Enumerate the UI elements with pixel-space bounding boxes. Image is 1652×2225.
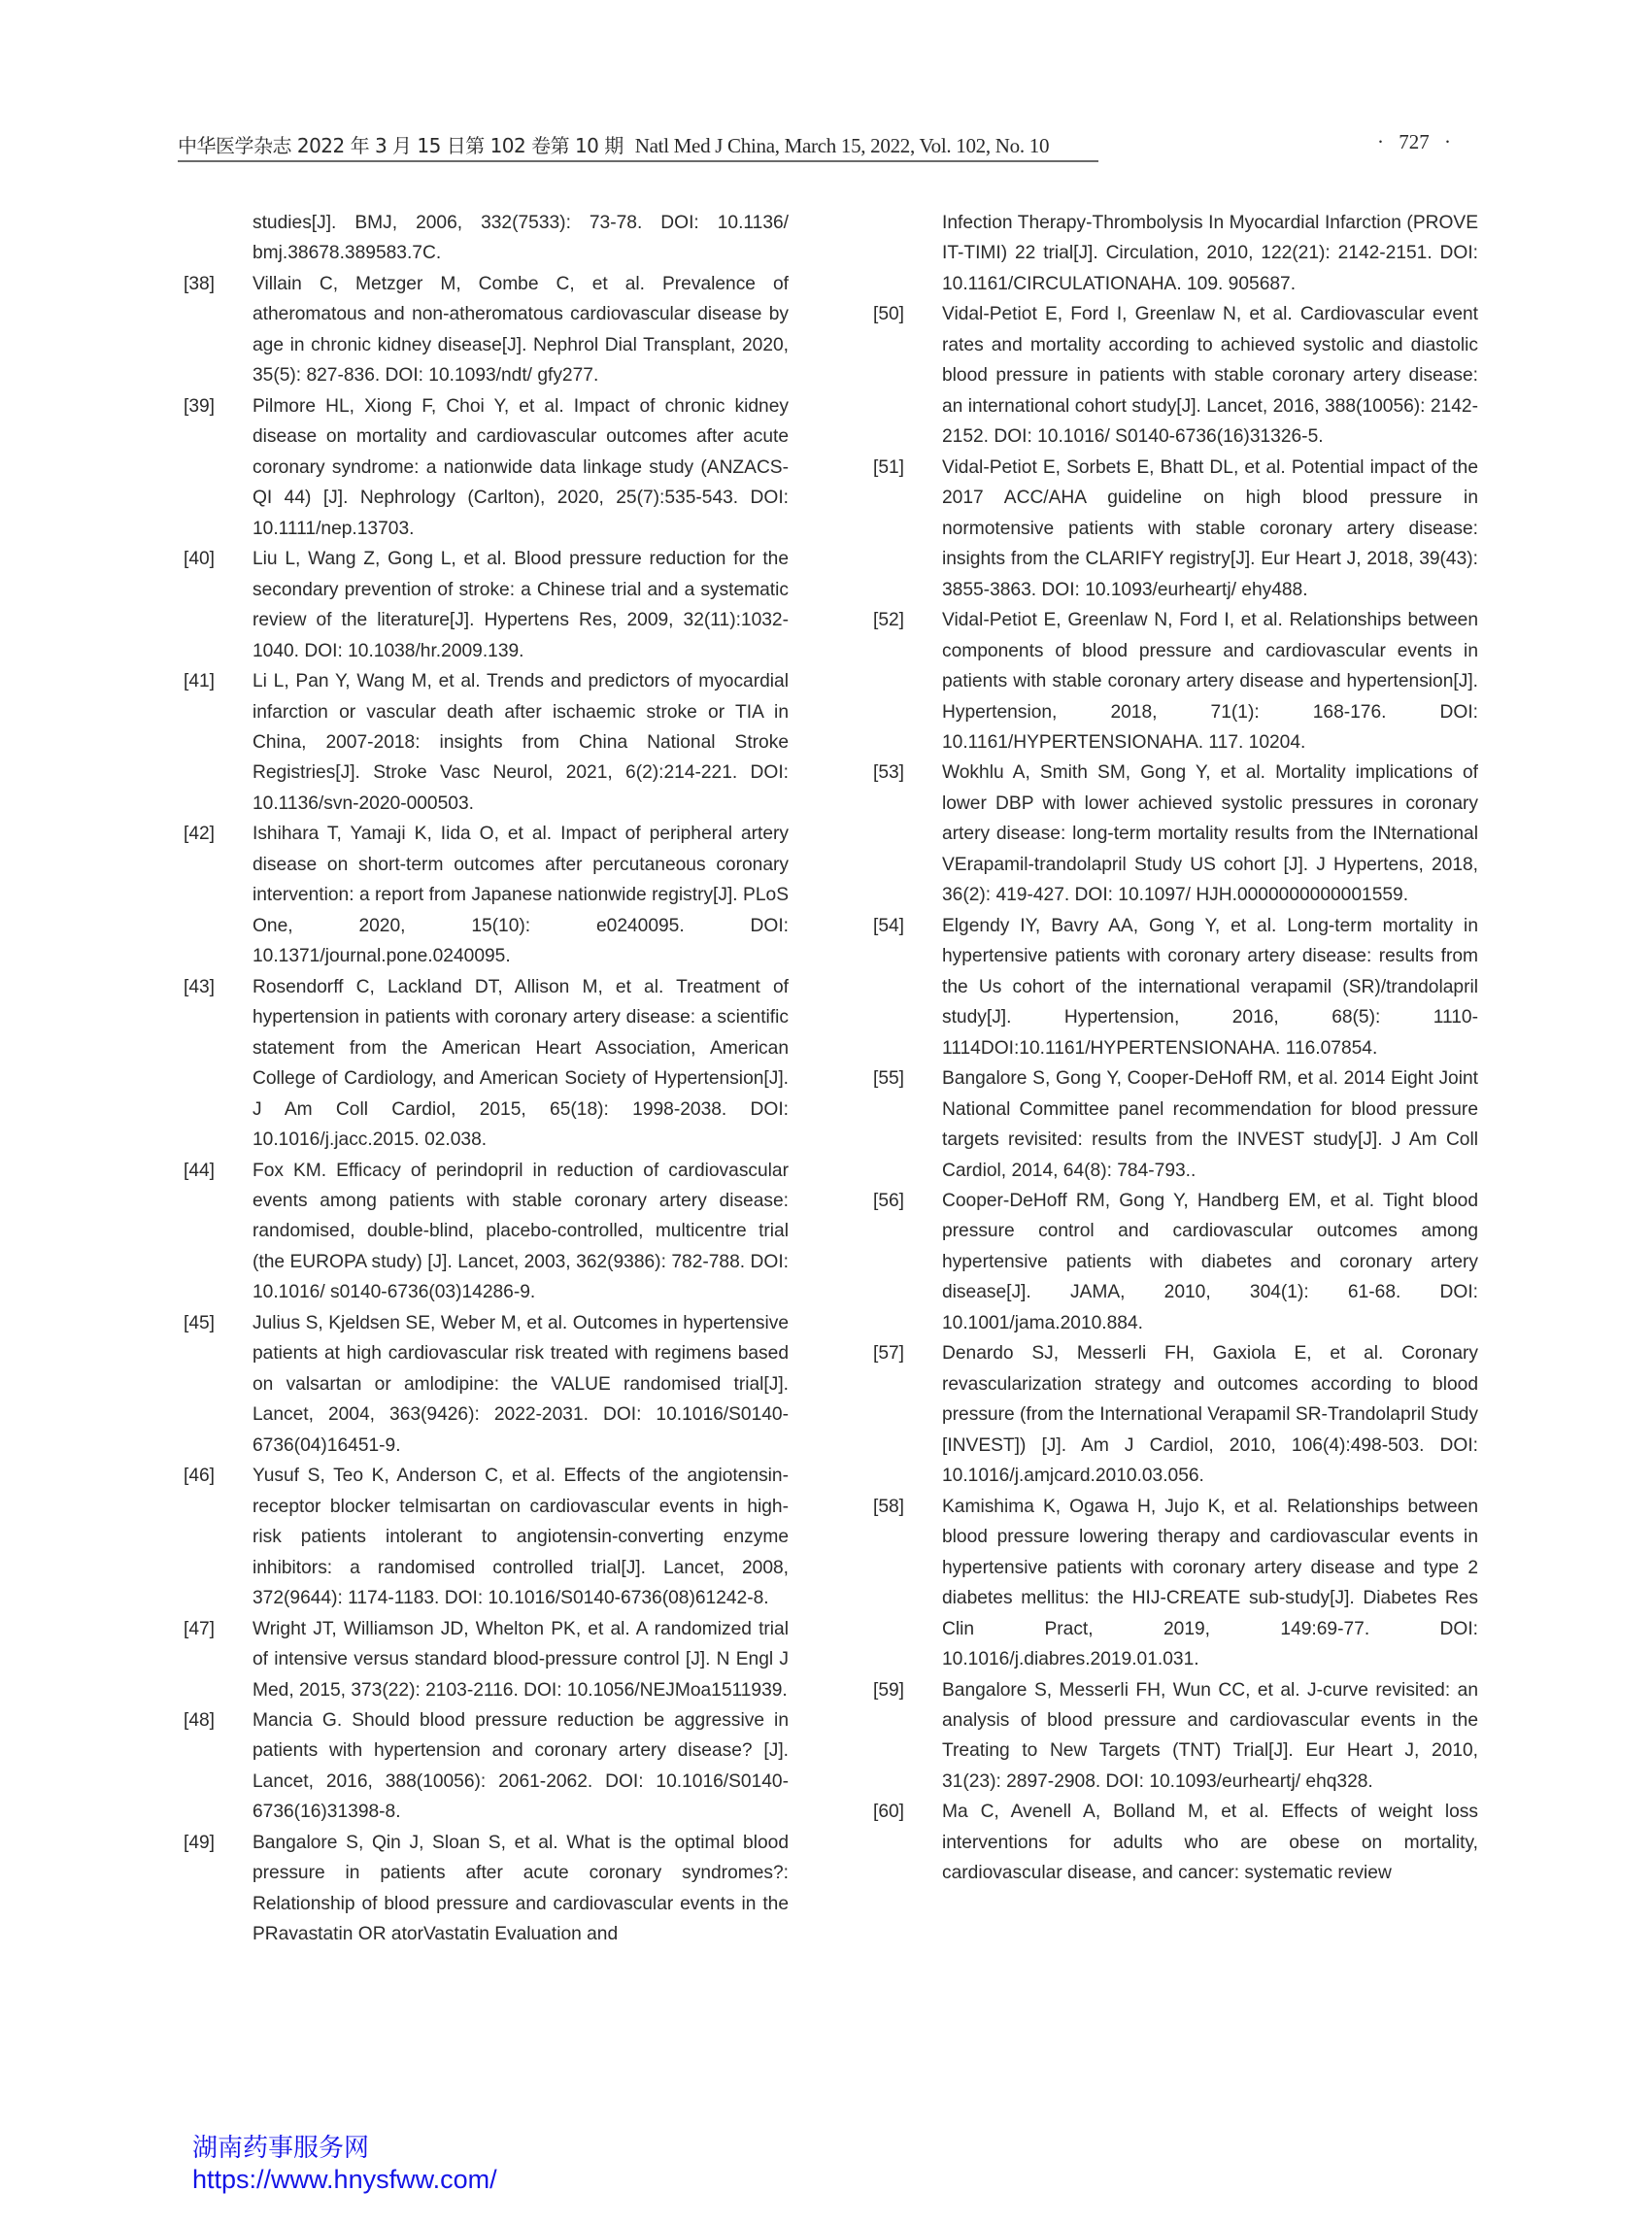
reference-item [873,1675,1478,1798]
reference-item [184,972,789,1156]
reference-text: Pilmore HL, Xiong F, Choi Y, et al. Impact of chronic kidney disease on mortality and cardiovascular outcomes after acute coronary syndrome: a nationwide data linkage study (ANZACS-QI 44) [J]. Nephrology (Carlton), 2020, 25(7):535-543. DOI: 10.1111/nep.13703. [253,395,789,539]
reference-number: [49] [184,1832,216,1853]
reference-text: Elgendy IY, Bavry AA, Gong Y, et al. Long-term mortality in hypertensive patients with coronary artery disease: results from the Us cohort of the international verapamil (SR)/trandolapril study[J]. Hypertension, 2016, 68(5): 1110-1114DOI:10.1161/HYPERTENSIONAHA. 116.07854. [942,915,1478,1059]
reference-number: [52] [873,610,905,631]
reference-item [184,819,789,971]
reference-item [184,1705,789,1828]
reference-text: Fox KM. Efficacy of perindopril in reduction of cardiovascular events among patients with stable coronary artery disease: randomised, double-blind, placebo-controlled, multicentre trial (the EUROPA study) [J]. Lancet, 2003, 362(9386): 782-788. DOI: 10.1016/ s0140-6736(03)14286-9. [253,1160,789,1303]
reference-text: Julius S, Kjeldsen SE, Weber M, et al. Outcomes in hypertensive patients at high cardiovascular risk treated with regimens based on valsartan or amlodipine: the VALUE randomised trial[J]. Lancet, 2004, 363(9426): 2022-2031. DOI: 10.1016/S0140-6736(04)16451-9. [253,1312,789,1456]
reference-text: Vidal-Petiot E, Greenlaw N, Ford I, et al. Relationships between components of blood pressure and cardiovascular events in patients with stable coronary artery disease and hypertension[J]. Hypertension, 2018, 71(1): 168-176. DOI: 10.1161/HYPERTENSIONAHA. 117. 10204. [942,610,1478,753]
reference-number: [45] [184,1312,216,1333]
reference-text: Kamishima K, Ogawa H, Jujo K, et al. Relationships between blood pressure lowering therapy and cardiovascular events in hypertensive patients with coronary artery disease and type 2 diabetes mellitus: the HIJ-CREATE sub-study[J]. Diabetes Res Clin Pract, 2019, 149:69-77. DOI: 10.1016/j.diabres.2019.01.031. [942,1496,1478,1670]
running-header [178,130,1049,158]
reference-number: [39] [184,395,216,417]
reference-number: [58] [873,1496,905,1517]
page-number: · 727 · [1377,130,1451,153]
reference-text: Rosendorff C, Lackland DT, Allison M, et al. Treatment of hypertension in patients with coronary artery disease: a scientific statement from the American Heart Association, American College of Cardiology, and American Society of Hypertension[J]. J Am Coll Cardiol, 2015, 65(18): 1998-2038. DOI: 10.1016/j.jacc.2015. 02.038. [253,976,789,1151]
reference-item [184,544,789,666]
reference-number: [59] [873,1679,905,1701]
watermark-site-name: 湖南药事服务网 [192,2134,370,2163]
reference-text: Villain C, Metzger M, Combe C, et al. Prevalence of atheromatous and non-atheromatous cardiovascular disease by age in chronic kidney disease[J]. Nephrol Dial Transplant, 2020, 35(5): 827-836. DOI: 10.1093/ndt/ gfy277. [253,273,789,387]
reference-number: [38] [184,273,216,294]
reference-item [184,1461,789,1613]
reference-text: Yusuf S, Teo K, Anderson C, et al. Effects of the angiotensin-receptor blocker telmisartan on cardiovascular events in high-risk patients intolerant to angiotensin-converting enzyme inhibitors: a randomised controlled trial[J]. Lancet, 2008, 372(9644): 1174-1183. DOI: 10.1016/S0140-6736(08)61242-8. [253,1466,789,1609]
reference-item [184,1828,789,1950]
reference-number: [40] [184,549,216,570]
reference-number: [42] [184,824,216,845]
reference-item [873,453,1478,605]
reference-item [873,758,1478,910]
reference-item [873,605,1478,758]
reference-item [873,1063,1478,1186]
reference-text: studies[J]. BMJ, 2006, 332(7533): 73-78. DOI: 10.1136/ bmj.38678.389583.7C. [253,213,789,264]
reference-continuation [184,208,789,269]
reference-text: Vidal-Petiot E, Sorbets E, Bhatt DL, et al. Potential impact of the 2017 ACC/AHA guideline on high blood pressure in normotensive patients with stable coronary artery disease: insights from the CLARIFY registry[J]. Eur Heart J, 2018, 39(43): 3855-3863. DOI: 10.1093/eurheartj/ ehy488. [942,456,1478,600]
reference-text: Bangalore S, Messerli FH, Wun CC, et al. J-curve revisited: an analysis of blood pressure and cardiovascular events in the Treating to New Targets (TNT) Trial[J]. Eur Heart J, 2010, 31(23): 2897-2908. DOI: 10.1093/eurheartj/ ehq328. [942,1679,1478,1792]
reference-item [184,391,789,544]
reference-item [873,1186,1478,1338]
reference-item [873,1797,1478,1888]
reference-number: [56] [873,1191,905,1211]
reference-item [184,1156,789,1308]
reference-item [873,1492,1478,1675]
reference-number: [44] [184,1160,216,1181]
reference-text: Ma C, Avenell A, Bolland M, et al. Effects of weight loss interventions for adults who are obese on mortality, cardiovascular disease, and cancer: systematic review [942,1802,1478,1884]
reference-item [184,1614,789,1705]
reference-number: [50] [873,304,905,325]
reference-text: Cooper-DeHoff RM, Gong Y, Handberg EM, et al. Tight blood pressure control and cardiovascular outcomes among hypertensive patients with diabetes and coronary artery disease[J]. JAMA, 2010, 304(1): 61-68. DOI: 10.1001/jama.2010.884. [942,1191,1478,1333]
journal-title-en: Natl Med J China, March 15, 2022, Vol. 102, No. 10 [634,134,1050,157]
reference-number: [55] [873,1068,905,1090]
reference-number: [47] [184,1618,216,1639]
watermark [192,2133,497,2195]
journal-title-cn: 中华医学杂志 2022 年 3 月 15 日第 102 卷第 10 期 [178,134,624,157]
reference-text: Ishihara T, Yamaji K, Iida O, et al. Impact of peripheral artery disease on short-term outcomes after percutaneous coronary intervention: a report from Japanese nationwide registry[J]. PLoS One, 2020, 15(10): e0240095. DOI: 10.1371/journal.pone.0240095. [253,824,789,967]
reference-text: Denardo SJ, Messerli FH, Gaxiola E, et al. Coronary revascularization strategy and outcomes according to blood pressure (from the International Verapamil SR-Trandolapril Study [INVEST]) [J]. Am J Cardiol, 2010, 106(4):498-503. DOI: 10.1016/j.amjcard.2010.03.056. [942,1343,1478,1487]
reference-item [873,911,1478,1063]
reference-text: Mancia G. Should blood pressure reduction be aggressive in patients with hypertension and coronary artery disease? [J]. Lancet, 2016, 388(10056): 2061-2062. DOI: 10.1016/S0140-6736(16)31398-8. [253,1709,789,1823]
header-rule [178,160,1098,162]
reference-item [184,269,789,391]
reference-number: [54] [873,915,905,936]
reference-number: [57] [873,1343,905,1365]
reference-text: Li L, Pan Y, Wang M, et al. Trends and predictors of myocardial infarction or vascular death after ischaemic stroke or TIA in China, 2007-2018: insights from China National Stroke Registries[J]. Stroke Vasc Neurol, 2021, 6(2):214-221. DOI: 10.1136/svn-2020-000503. [253,671,789,814]
reference-text: Wright JT, Williamson JD, Whelton PK, et al. A randomized trial of intensive versus standard blood-pressure control [J]. N Engl J Med, 2015, 373(22): 2103-2116. DOI: 10.1056/NEJMoa1511939. [253,1618,789,1701]
reference-number: [51] [873,456,905,478]
reference-number: [48] [184,1709,216,1731]
watermark-url[interactable]: https://www.hnysfww.com/ [192,2165,497,2194]
reference-number: [60] [873,1802,905,1823]
reference-item [873,299,1478,452]
reference-item [184,1308,789,1461]
reference-continuation [873,208,1478,299]
reference-number: [43] [184,976,216,997]
reference-text: Bangalore S, Qin J, Sloan S, et al. What is the optimal blood pressure in patients after acute coronary syndromes?: Relationship of blood pressure and cardiovascular events in the PRavastatin OR atorVastatin Evaluation and [253,1832,789,1945]
reference-number: [46] [184,1466,216,1487]
reference-text: Infection Therapy-Thrombolysis In Myocardial Infarction (PROVE IT-TIMI) 22 trial[J]. Circulation, 2010, 122(21): 2142-2151. DOI: 10.1161/CIRCULATIONAHA. 109. 905687. [942,213,1478,294]
reference-text: Vidal-Petiot E, Ford I, Greenlaw N, et al. Cardiovascular event rates and mortality according to achieved systolic and diastolic blood pressure in patients with stable coronary artery disease: an international cohort study[J]. Lancet, 2016, 388(10056): 2142-2152. DOI: 10.1016/ S0140-6736(16)31326-5. [942,304,1478,448]
reference-text: Liu L, Wang Z, Gong L, et al. Blood pressure reduction for the secondary prevention of stroke: a Chinese trial and a systematic review of the literature[J]. Hypertens Res, 2009, 32(11):1032-1040. DOI: 10.1038/hr.2009.139. [253,549,789,661]
reference-item [184,666,789,819]
references-right-column [873,208,1478,1889]
reference-number: [53] [873,762,905,784]
reference-text: Bangalore S, Gong Y, Cooper-DeHoff RM, et al. 2014 Eight Joint National Committee panel recommendation for blood pressure targets revisited: results from the INVEST study[J]. J Am Coll Cardiol, 2014, 64(8): 784-793.. [942,1068,1478,1181]
reference-item [873,1338,1478,1491]
reference-text: Wokhlu A, Smith SM, Gong Y, et al. Mortality implications of lower DBP with lower achieved systolic pressures in coronary artery disease: long-term mortality results from the INternational VErapamil-trandolapril Study US cohort [J]. J Hypertens, 2018, 36(2): 419-427. DOI: 10.1097/ HJH.0000000000001559. [942,762,1478,906]
references-left-column [184,208,789,1950]
reference-number: [41] [184,671,216,692]
